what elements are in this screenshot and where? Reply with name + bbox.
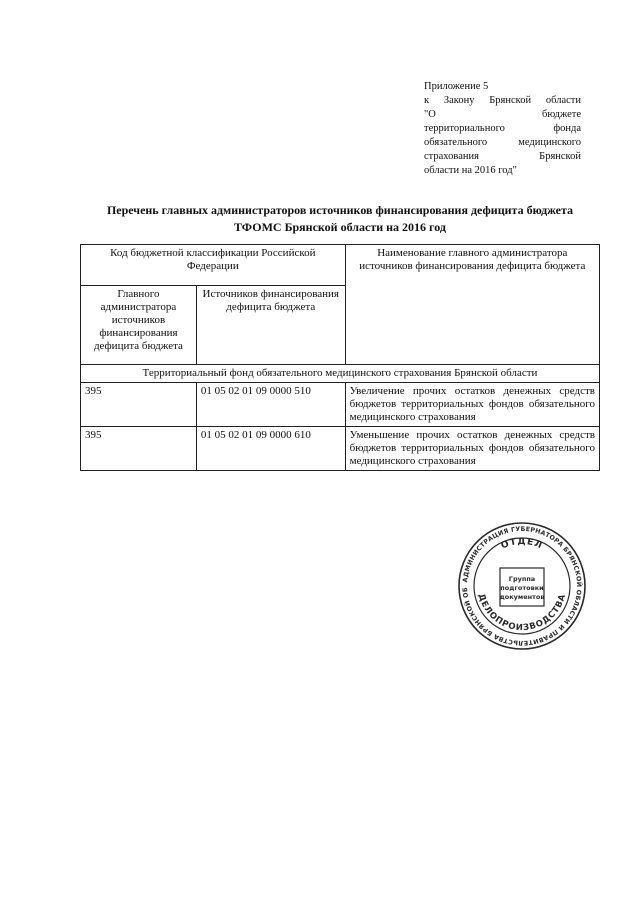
appendix-line: "О бюджете bbox=[424, 109, 581, 120]
appendix-line: области на 2016 год" bbox=[424, 165, 517, 176]
appendix-line: обязательного медицинского bbox=[424, 137, 581, 148]
cell-source-code: 01 05 02 01 09 0000 510 bbox=[196, 383, 345, 427]
official-stamp bbox=[456, 520, 588, 652]
cell-admin-code: 395 bbox=[81, 383, 197, 427]
stamp-outer-text: АДМИНИСТРАЦИЯ ГУБЕРНАТОРА БРЯНСКОЙ ОБЛАСТИ И ПРАВИТЕЛЬСТВА БРЯНСКОЙ ОБ bbox=[461, 525, 583, 647]
stamp-inner-bottom: ДЕЛОПРОИЗВОДСТВА bbox=[475, 592, 569, 634]
administrators-table bbox=[80, 244, 600, 471]
header-code: Код бюджетной классификации Российской Федерации bbox=[81, 245, 346, 286]
cell-source-name: Увеличение прочих остатков денежных средств бюджетов территориальных фондов обязательного медицинского страхования bbox=[345, 383, 599, 427]
document-title bbox=[80, 202, 600, 236]
stamp-center-line: Группа bbox=[508, 575, 536, 583]
subheader-admin: Главного администратора источников финансирования дефицита бюджета bbox=[81, 286, 197, 365]
appendix-line: страхования Брянской bbox=[424, 151, 581, 162]
table-header-row bbox=[81, 245, 600, 286]
title-line: ТФОМС Брянской области на 2016 год bbox=[234, 220, 446, 234]
stamp-center-line: документов bbox=[499, 593, 545, 601]
org-name: Территориальный фонд обязательного медицинского страхования Брянской области bbox=[81, 365, 600, 383]
table-org-row bbox=[81, 365, 600, 383]
table-row bbox=[81, 383, 600, 427]
subheader-sources: Источников финансирования дефицита бюджета bbox=[196, 286, 345, 365]
table-row bbox=[81, 427, 600, 471]
stamp-inner-top: ОТДЕЛ bbox=[499, 536, 545, 552]
title-line: Перечень главных администраторов источников финансирования дефицита бюджета bbox=[106, 203, 574, 217]
cell-source-name: Уменьшение прочих остатков денежных средств бюджетов территориальных фондов обязательного медицинского страхования bbox=[345, 427, 599, 471]
svg-text:ОТДЕЛ bbox=[500, 537, 544, 551]
appendix-line: к Закону Брянской области bbox=[424, 95, 581, 106]
cell-source-code: 01 05 02 01 09 0000 610 bbox=[196, 427, 345, 471]
header-name: Наименование главного администратора источников финансирования дефицита бюджета bbox=[345, 245, 599, 365]
cell-admin-code: 395 bbox=[81, 427, 197, 471]
stamp-center-line: подготовки bbox=[500, 584, 544, 592]
appendix-line: территориального фонда bbox=[424, 123, 581, 134]
stamp-seal-icon bbox=[456, 520, 588, 652]
appendix-line: Приложение 5 bbox=[424, 81, 489, 92]
appendix-block bbox=[424, 80, 581, 178]
